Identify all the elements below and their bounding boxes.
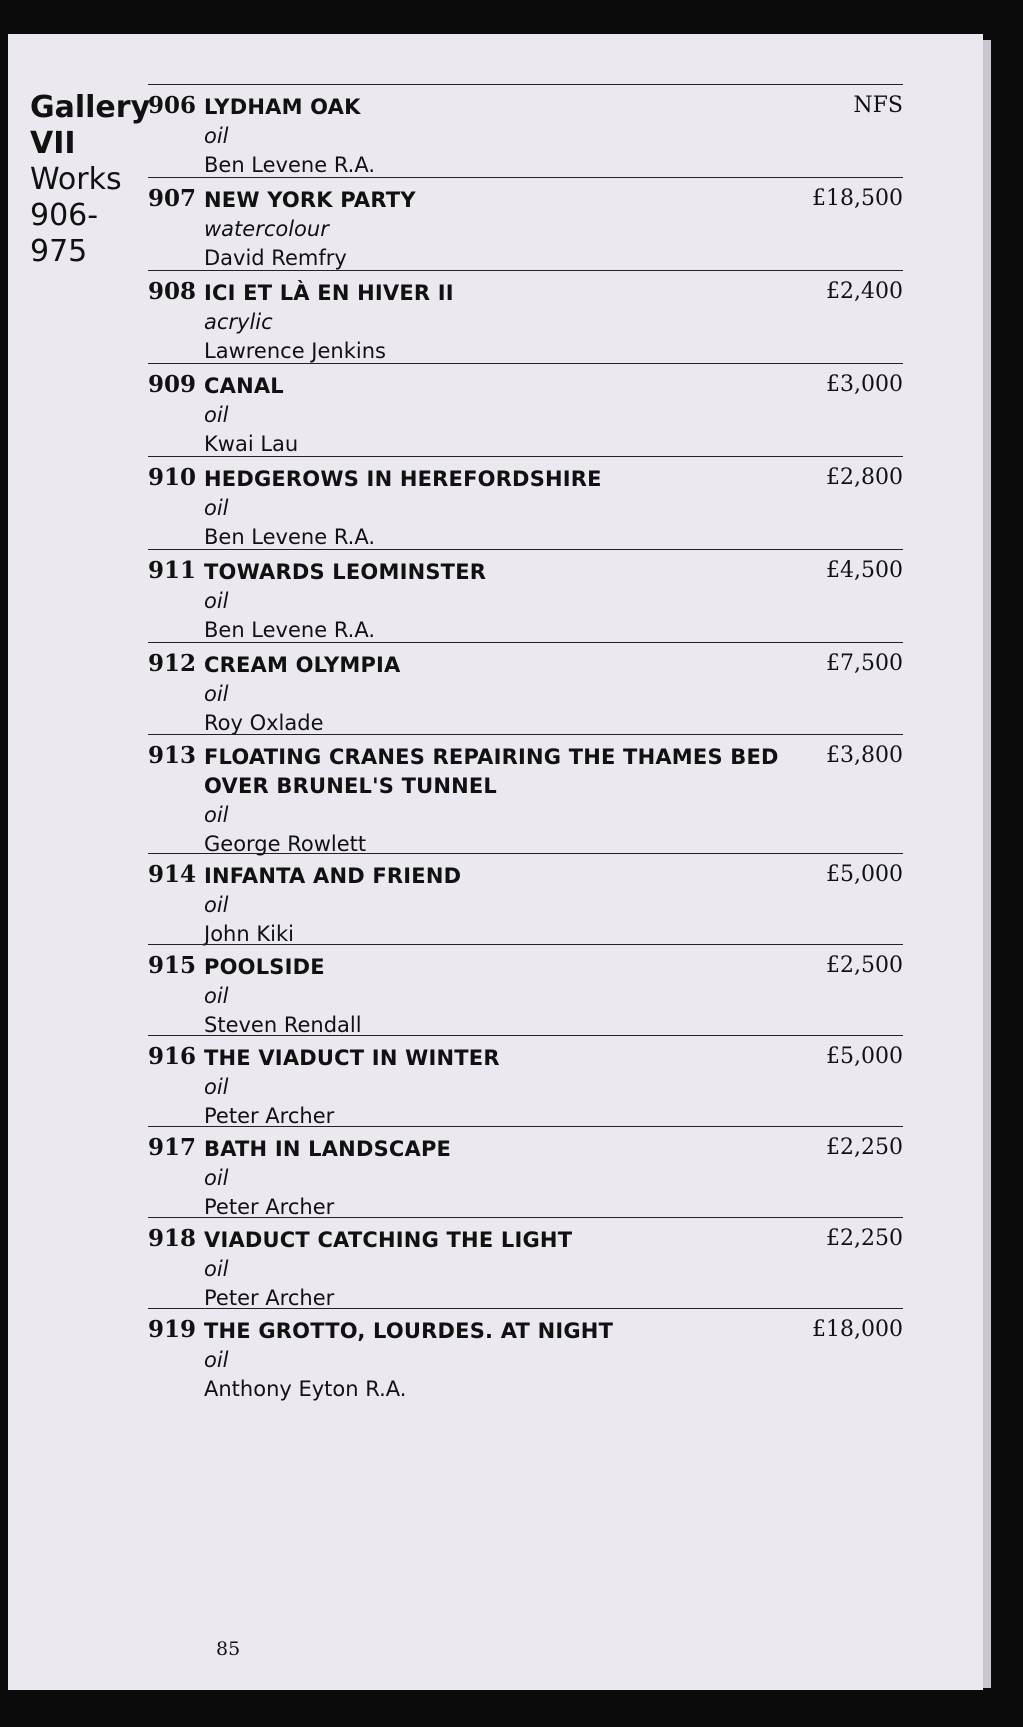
works-label: Works 906-975 bbox=[30, 162, 122, 269]
entry-number: 911 bbox=[148, 557, 197, 584]
entry-artist: Roy Oxlade bbox=[204, 711, 324, 735]
entry-artist: Lawrence Jenkins bbox=[204, 339, 386, 363]
entry-medium: oil bbox=[204, 893, 229, 917]
catalogue-entry bbox=[148, 1126, 903, 1217]
entry-price: NFS bbox=[853, 93, 903, 118]
entry-artist: Kwai Lau bbox=[204, 432, 299, 456]
catalogue-entry bbox=[148, 734, 903, 856]
entry-title: THE VIADUCT IN WINTER bbox=[204, 1046, 500, 1070]
entry-title: HEDGEROWS IN HEREFORDSHIRE bbox=[204, 467, 602, 491]
entry-list bbox=[148, 84, 903, 1408]
entry-title: LYDHAM OAK bbox=[204, 95, 361, 119]
entry-artist: Peter Archer bbox=[204, 1195, 335, 1219]
entry-details bbox=[204, 93, 803, 180]
entry-title: CANAL bbox=[204, 374, 284, 398]
catalogue-entry bbox=[148, 1308, 903, 1408]
gallery-sidebar bbox=[30, 90, 151, 270]
catalogue-page bbox=[8, 34, 983, 1690]
entry-details bbox=[204, 862, 803, 949]
catalogue-entry bbox=[148, 363, 903, 456]
entry-artist: Peter Archer bbox=[204, 1286, 335, 1310]
entry-number: 906 bbox=[148, 92, 197, 119]
entry-price: £2,250 bbox=[826, 1226, 903, 1251]
entry-artist: David Remfry bbox=[204, 246, 347, 270]
entry-number: 910 bbox=[148, 464, 197, 491]
entry-price: £2,250 bbox=[826, 1135, 903, 1160]
entry-number: 909 bbox=[148, 371, 197, 398]
entry-title: ICI ET LÀ EN HIVER II bbox=[204, 281, 454, 305]
entry-price: £18,000 bbox=[812, 1317, 903, 1342]
entry-medium: oil bbox=[204, 1166, 229, 1190]
catalogue-entry bbox=[148, 84, 903, 177]
entry-details bbox=[204, 558, 803, 645]
entry-artist: John Kiki bbox=[204, 922, 294, 946]
entry-details bbox=[204, 465, 803, 552]
catalogue-entry bbox=[148, 549, 903, 642]
entry-title: FLOATING CRANES REPAIRING THE THAMES BED OVER BRUNEL'S TUNNEL bbox=[204, 745, 779, 798]
entry-medium: oil bbox=[204, 803, 229, 827]
entry-price: £5,000 bbox=[826, 862, 903, 887]
entry-details bbox=[204, 953, 803, 1040]
catalogue-entry bbox=[148, 944, 903, 1035]
page-number: 85 bbox=[216, 1638, 241, 1660]
gallery-heading bbox=[30, 90, 151, 162]
entry-number: 916 bbox=[148, 1043, 197, 1070]
entry-title: POOLSIDE bbox=[204, 955, 325, 979]
entry-details bbox=[204, 651, 803, 738]
entry-number: 915 bbox=[148, 952, 197, 979]
entry-title: TOWARDS LEOMINSTER bbox=[204, 560, 487, 584]
catalogue-entry bbox=[148, 270, 903, 363]
entry-title: THE GROTTO, LOURDES. AT NIGHT bbox=[204, 1319, 614, 1343]
entry-medium: oil bbox=[204, 1075, 229, 1099]
entry-title: NEW YORK PARTY bbox=[204, 188, 416, 212]
catalogue-entry bbox=[148, 1217, 903, 1308]
entry-price: £2,400 bbox=[826, 279, 903, 304]
entry-details bbox=[204, 1226, 803, 1313]
catalogue-entry bbox=[148, 177, 903, 270]
entry-title: VIADUCT CATCHING THE LIGHT bbox=[204, 1228, 573, 1252]
entry-artist: Ben Levene R.A. bbox=[204, 525, 376, 549]
entry-number: 914 bbox=[148, 861, 197, 888]
catalogue-entry bbox=[148, 1035, 903, 1126]
entry-title: INFANTA AND FRIEND bbox=[204, 864, 462, 888]
entry-number: 917 bbox=[148, 1134, 197, 1161]
gallery-label: Gallery VII bbox=[30, 90, 151, 161]
entry-artist: Peter Archer bbox=[204, 1104, 335, 1128]
entry-number: 907 bbox=[148, 185, 197, 212]
page-edge bbox=[983, 40, 991, 1688]
entry-medium: oil bbox=[204, 403, 229, 427]
entry-details bbox=[204, 186, 803, 273]
entry-number: 918 bbox=[148, 1225, 197, 1252]
entry-price: £3,800 bbox=[826, 743, 903, 768]
entry-number: 912 bbox=[148, 650, 197, 677]
entry-number: 908 bbox=[148, 278, 197, 305]
entry-details bbox=[204, 1317, 803, 1404]
entry-price: £3,000 bbox=[826, 372, 903, 397]
entry-price: £2,800 bbox=[826, 465, 903, 490]
entry-medium: oil bbox=[204, 124, 229, 148]
entry-price: £18,500 bbox=[812, 186, 903, 211]
entry-details bbox=[204, 279, 803, 366]
entry-title: BATH IN LANDSCAPE bbox=[204, 1137, 452, 1161]
entry-medium: oil bbox=[204, 984, 229, 1008]
entry-title: CREAM OLYMPIA bbox=[204, 653, 401, 677]
entry-medium: oil bbox=[204, 1257, 229, 1281]
entry-medium: oil bbox=[204, 496, 229, 520]
entry-artist: George Rowlett bbox=[204, 832, 367, 856]
catalogue-entry bbox=[148, 642, 903, 734]
entry-number: 913 bbox=[148, 742, 197, 769]
entry-number: 919 bbox=[148, 1316, 197, 1343]
entry-artist: Steven Rendall bbox=[204, 1013, 362, 1037]
catalogue-entry bbox=[148, 456, 903, 549]
catalogue-entry bbox=[148, 853, 903, 944]
entry-medium: acrylic bbox=[204, 310, 273, 334]
entry-medium: oil bbox=[204, 1348, 229, 1372]
entry-price: £5,000 bbox=[826, 1044, 903, 1069]
entry-medium: oil bbox=[204, 589, 229, 613]
entry-medium: watercolour bbox=[204, 217, 329, 241]
entry-details bbox=[204, 372, 803, 459]
entry-artist: Ben Levene R.A. bbox=[204, 153, 376, 177]
entry-details bbox=[204, 743, 803, 859]
entry-artist: Ben Levene R.A. bbox=[204, 618, 376, 642]
works-range bbox=[30, 162, 125, 270]
entry-price: £7,500 bbox=[826, 651, 903, 676]
entry-artist: Anthony Eyton R.A. bbox=[204, 1377, 407, 1401]
entry-price: £4,500 bbox=[826, 558, 903, 583]
entry-details bbox=[204, 1135, 803, 1222]
entry-medium: oil bbox=[204, 682, 229, 706]
entry-details bbox=[204, 1044, 803, 1131]
entry-price: £2,500 bbox=[826, 953, 903, 978]
